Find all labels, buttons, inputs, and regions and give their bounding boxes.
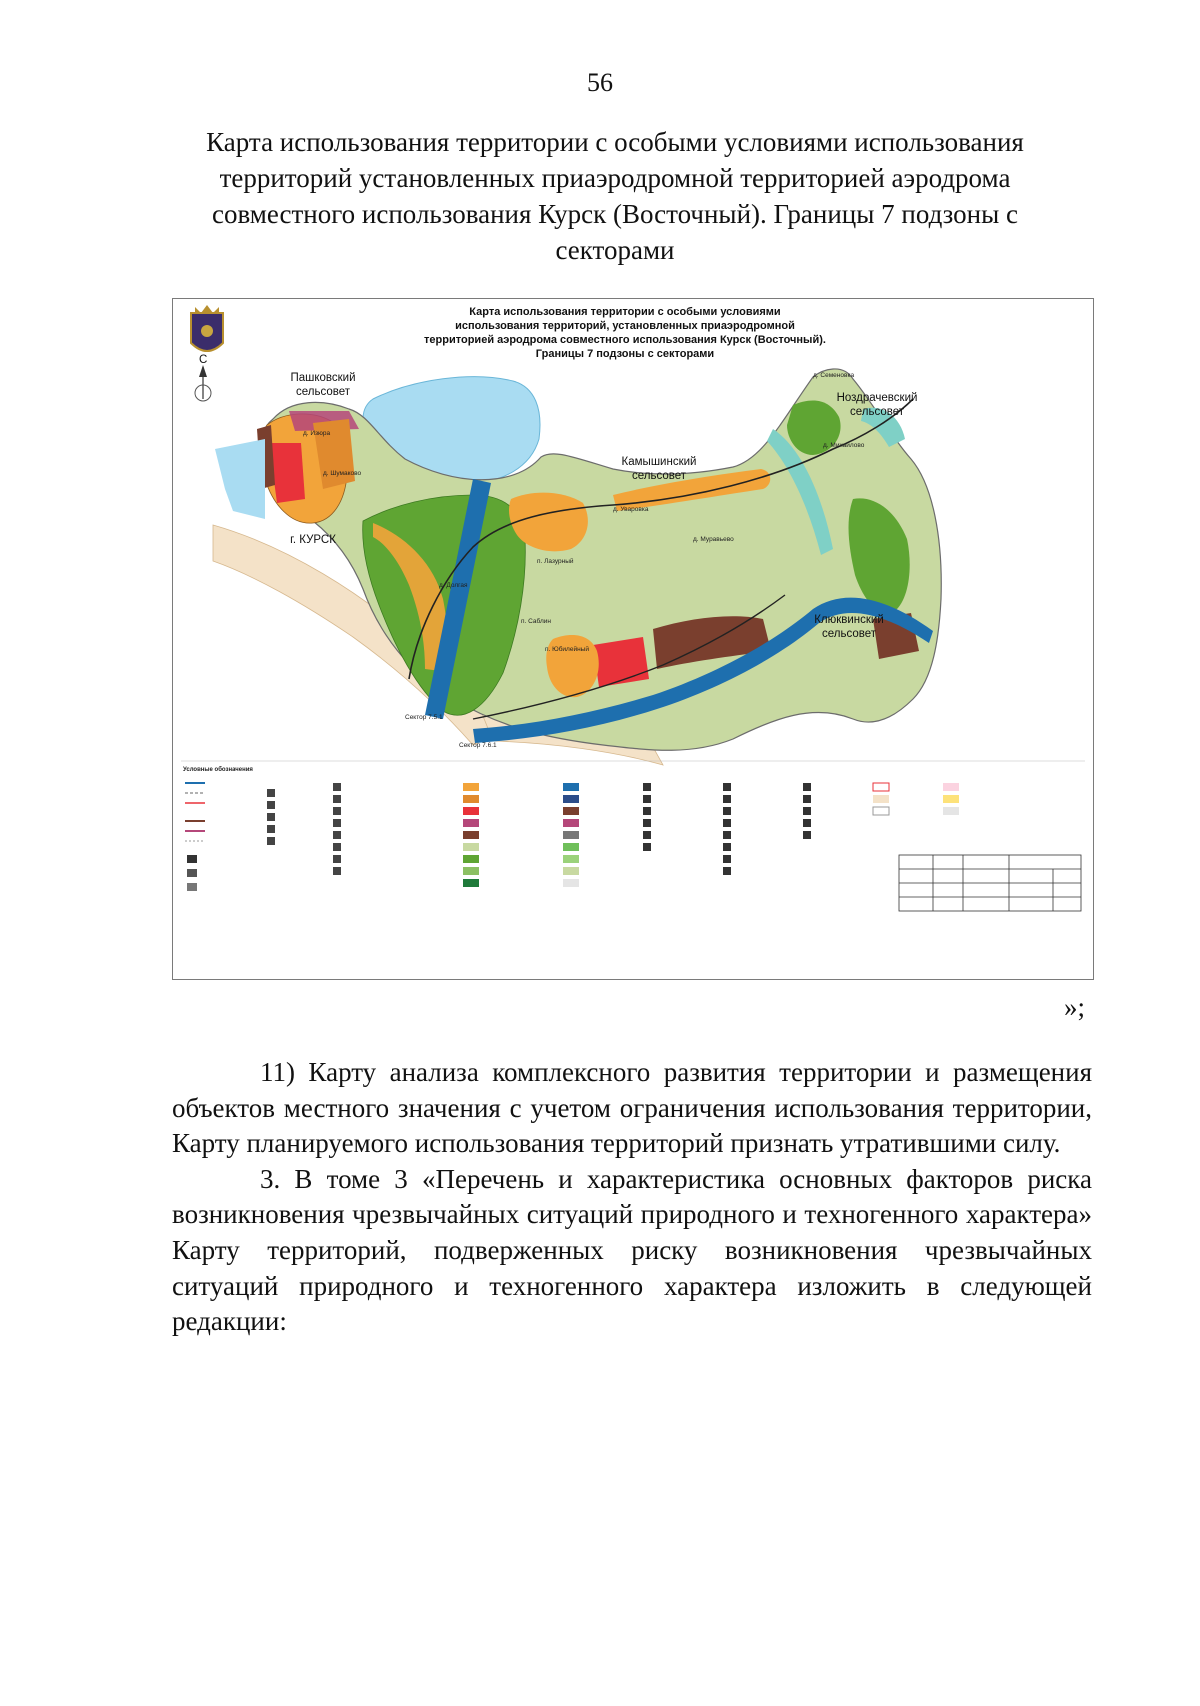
closing-quote-mark: »; [1064, 992, 1086, 1022]
area-label-kursk: г. КУРСК [290, 534, 336, 546]
map-title-line-3: территорией аэродрома совместного использования Курск (Восточный). [424, 334, 826, 346]
area-label-klyukvinsky-1: Клюквинский [814, 614, 884, 626]
settlement-label-muravevo: д. Муравьево [693, 536, 734, 543]
settlement-label-uvarovo: д. Уваровка [613, 506, 649, 513]
map-figure [172, 298, 1094, 980]
area-label-nozdrachevsky-1: Ноздрачевский [836, 392, 918, 404]
settlement-label-sablin: п. Саблин [521, 618, 551, 625]
settlement-label-lazurny: п. Лазурный [537, 558, 574, 565]
map-title-line-4: Границы 7 подзоны с секторами [535, 348, 715, 360]
settlement-label-mikhaylovo: д. Михайлово [823, 442, 865, 449]
public-zone-southeast [593, 637, 649, 687]
body-text [172, 1055, 1092, 1340]
map-title-line-1: Карта использования территории с особыми условиями [469, 306, 781, 318]
paragraph-item-11: 11) Карту анализа комплексного развития территории и размещения объектов местного значения с учетом ограничения использования территории, Карту планируемого использования территорий признать утратившими силу. [172, 1057, 1092, 1159]
coat-of-arms-icon [191, 305, 223, 351]
legend-column-zones [463, 783, 479, 887]
settlement-label-semenovka: д. Семеновка [813, 372, 855, 379]
paragraph-item-3: 3. В томе 3 «Перечень и характеристика основных факторов риска возникновения чрезвычайных ситуаций природного и техногенного характера» Карту территорий, подверженных риску возникновения чрезвычайных ситуаций природного и техногенного характера изложить в следующей редакции: [172, 1163, 1092, 1337]
area-label-pashkovsky-2: сельсовет [295, 386, 351, 398]
settlement-label-izbra: д. Изюра [303, 430, 331, 437]
map-title-line-2: использования территорий, установленных приаэродромной [455, 320, 795, 332]
area-label-klyukvinsky-2: сельсовет [821, 628, 877, 640]
area-label-pashkovsky-1: Пашковский [290, 372, 356, 384]
map-graphic [173, 299, 1093, 979]
area-label-nozdrachevsky-2: сельсовет [849, 406, 905, 418]
settlement-label-dolgaya: д. Долгая [439, 582, 468, 589]
sector-label-7-5-1: Сектор 7.5.1 [405, 714, 443, 721]
legend-heading: Условные обозначения [183, 767, 253, 773]
document-heading: Карта использования территории с особыми условиями использования территорий установленных приаэродромной территорией аэродрома совместного использования Курск (Восточный). Границы 7 подзоны с секторами [206, 127, 1024, 265]
settlement-label-shumakovo: д. Шумаково [323, 470, 362, 477]
page-number: 56 [587, 68, 613, 97]
sector-label-7-6-1: Сектор 7.6.1 [459, 742, 497, 749]
settlement-label-yubileyny: п. Юбилейный [545, 646, 589, 653]
area-label-kamyshinsky-1: Камышинский [621, 456, 697, 468]
area-label-kamyshinsky-2: сельсовет [631, 470, 687, 482]
legend-column-water [563, 783, 579, 887]
north-label: С [199, 354, 208, 366]
